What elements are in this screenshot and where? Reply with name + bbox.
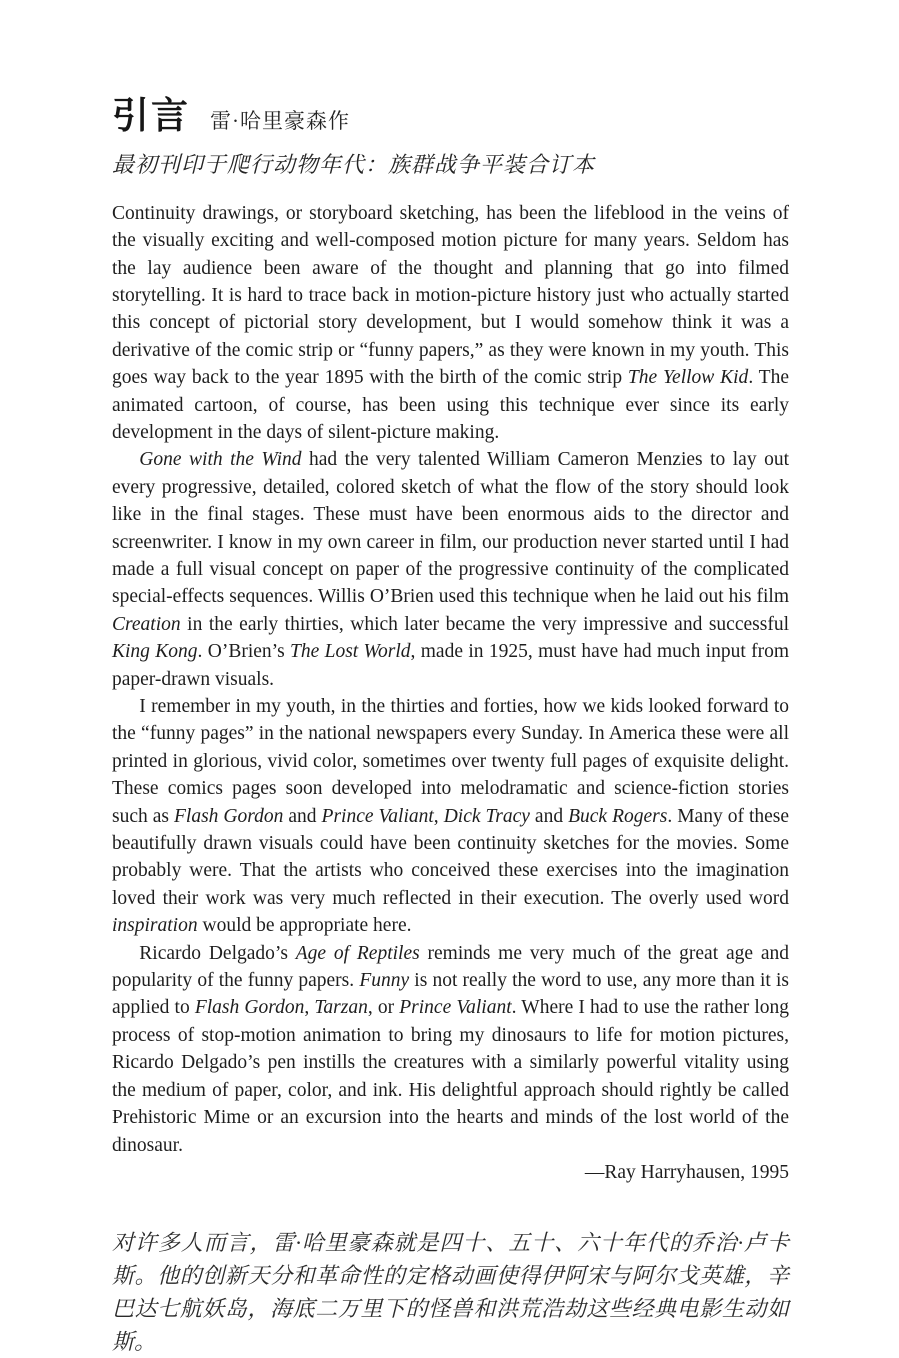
text-segment: , made in 1925, must have had much input from paper-drawn visuals. xyxy=(112,641,790,690)
translator-footnote: 对许多人而言，雷·哈里豪森就是四十、五十、六十年代的乔治·卢卡斯。他的创新天分和革命性的定格动画使得伊阿宋与阿尔戈英雄，辛巴达七航妖岛，海底二万里下的怪兽和洪荒浩劫这些经典电影生动如斯。 xyxy=(112,1230,789,1355)
essay-paragraph xyxy=(112,693,789,940)
italic-text-segment: Prince Valiant xyxy=(321,805,434,827)
text-segment: . The animated cartoon, of course, has been using this technique ever since its early development in the days of silent-picture making. xyxy=(112,367,789,443)
italic-text-segment: Flash Gordon xyxy=(194,997,305,1019)
text-segment: had the very talented William Cameron Menzies to lay out every progressive, detailed, colored sketch of what the flow of the story should look like in the final stages. These must have been enormous aids to the director and screenwriter. I know in my own career in film, our production never started until I had made a full visual concept on paper of the progressive continuity of the complicated special-effects sequences. Willis O’Brien used this technique when he laid out his film xyxy=(112,449,789,608)
text-segment: Ricardo Delgado’s xyxy=(139,942,296,964)
text-segment: in the early thirties, which later became the very impressive and successful xyxy=(180,613,789,635)
text-segment: and xyxy=(529,805,569,827)
publication-subtitle: 最初刊印于爬行动物年代：族群战争平装合订本 xyxy=(112,151,596,177)
essay-paragraph xyxy=(112,200,789,447)
italic-text-segment: Tarzan xyxy=(314,997,368,1019)
text-segment: . O’Brien’s xyxy=(197,641,291,663)
italic-text-segment: Gone with the Wind xyxy=(139,449,302,471)
text-segment: is not really the word to use, any more than it is applied to xyxy=(112,970,789,1019)
author-byline: 雷·哈里豪森作 xyxy=(210,109,350,133)
text-segment: , or xyxy=(367,997,400,1019)
text-segment: , xyxy=(433,805,444,827)
italic-text-segment: Buck Rogers xyxy=(568,805,668,827)
page-title: 引言 xyxy=(112,96,190,137)
italic-text-segment: Prince Valiant xyxy=(399,997,512,1019)
book-page xyxy=(112,97,789,1358)
essay-paragraph xyxy=(112,446,789,693)
text-segment: would be appropriate here. xyxy=(197,915,412,937)
text-segment: . Many of these beautifully drawn visuals could have been continuity sketches for the movies. Some probably were. That the artists who conceived these exercises into the imagination loved their work was very much reflected in their execution. The overly used word xyxy=(112,805,790,909)
italic-text-segment: Funny xyxy=(359,970,410,992)
italic-text-segment: Flash Gordon xyxy=(174,805,284,827)
essay-body xyxy=(112,200,789,1159)
page-header xyxy=(112,97,789,138)
italic-text-segment: Dick Tracy xyxy=(443,805,530,827)
text-segment: Continuity drawings, or storyboard sketching, has been the lifeblood in the veins of the visually exciting and well-composed motion picture for many years. Seldom has the lay audience been aware of the thought and planning that go into filmed storytelling. It is hard to trace back in motion-picture history just who actually started this concept of pictorial story development, but I would somehow think it was a derivative of the comic strip or “funny papers,” as they were known in my youth. This goes way back to the year 1895 with the birth of the comic strip xyxy=(112,202,789,389)
essay-paragraph xyxy=(112,940,789,1159)
italic-text-segment: The Yellow Kid xyxy=(627,367,749,389)
italic-text-segment: The Lost World xyxy=(290,641,411,663)
author-signature: —Ray Harryhausen, 1995 xyxy=(584,1161,789,1183)
text-segment: and xyxy=(283,805,322,827)
italic-text-segment: inspiration xyxy=(112,915,198,937)
text-segment: . Where I had to use the rather long process of stop-motion animation to bring my dinosaurs to life for motion pictures, Ricardo Delgado’s pen instills the creatures with a similarly powerful vitality using the medium of paper, color, and ink. His delightful approach should rightly be called Prehistoric Mime or an excursion into the hearts and minds of the lost world of the dinosaur. xyxy=(112,997,789,1156)
text-segment: I remember in my youth, in the thirties and forties, how we kids looked forward to the “funny pages” in the national newspapers every Sunday. In America these were all printed in glorious, vivid color, sometimes over twenty full pages of exquisite delight. These comics pages soon developed into melodramatic and science-fiction stories such as xyxy=(112,696,789,827)
text-segment: , xyxy=(304,997,315,1019)
italic-text-segment: King Kong xyxy=(112,641,198,663)
text-segment: reminds me very much of the great age and popularity of the funny papers. xyxy=(112,942,789,992)
italic-text-segment: Age of Reptiles xyxy=(295,942,420,964)
italic-text-segment: Creation xyxy=(112,613,181,635)
